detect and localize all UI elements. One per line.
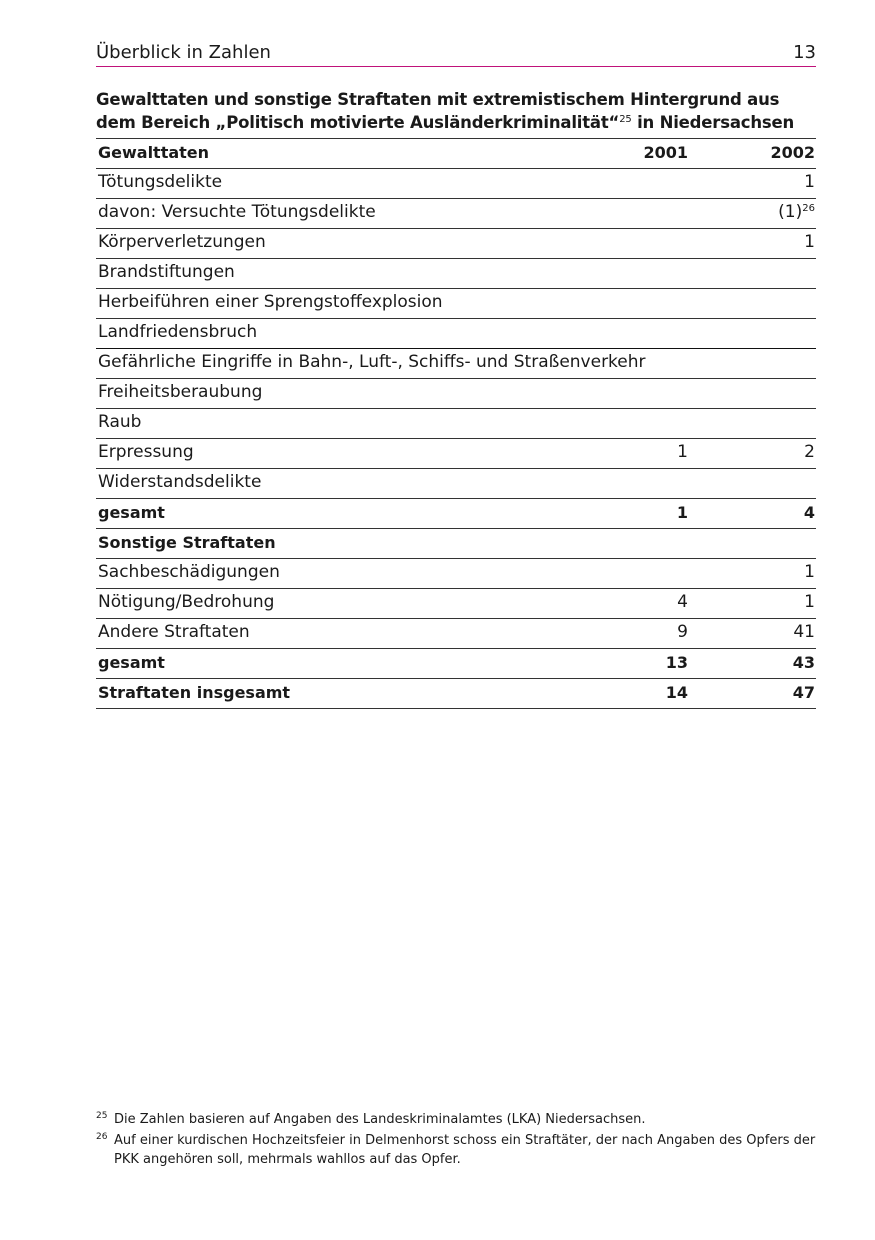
table-row bbox=[96, 379, 816, 409]
table-row bbox=[96, 199, 816, 229]
page-header bbox=[96, 42, 816, 67]
subtotal-row bbox=[96, 499, 816, 529]
table-row bbox=[96, 439, 816, 469]
row-label: gesamt bbox=[98, 503, 165, 522]
value-2002 bbox=[778, 202, 815, 222]
table-header-row bbox=[96, 138, 816, 169]
table-title-suffix: in Niedersachsen bbox=[631, 113, 795, 132]
row-label: Nötigung/Bedrohung bbox=[98, 592, 275, 612]
row-label: Erpressung bbox=[98, 442, 194, 462]
row-label: Körperverletzungen bbox=[98, 232, 266, 252]
statistics-table bbox=[96, 138, 816, 709]
value-2001: 9 bbox=[677, 622, 688, 642]
value-2001: 1 bbox=[677, 442, 688, 462]
table-row bbox=[96, 229, 816, 259]
table-row bbox=[96, 289, 816, 319]
row-label: Brandstiftungen bbox=[98, 262, 235, 282]
page-number: 13 bbox=[793, 42, 816, 63]
row-label: Widerstandsdelikte bbox=[98, 472, 262, 492]
value-2002: 1 bbox=[804, 232, 815, 252]
section-header-row bbox=[96, 529, 816, 559]
value-2002: 4 bbox=[803, 503, 815, 522]
value-2001: 14 bbox=[665, 683, 688, 702]
table-row bbox=[96, 169, 816, 199]
subtotal-row bbox=[96, 649, 816, 679]
table-row bbox=[96, 559, 816, 589]
row-label: Sachbeschädigungen bbox=[98, 562, 280, 582]
table-row bbox=[96, 589, 816, 619]
value-2002: 1 bbox=[804, 172, 815, 192]
footnote-text: Auf einer kurdischen Hochzeitsfeier in Delmenhorst schoss ein Straftäter, der nach Angaben des Opfers der PKK angehören soll, mehrmals wahllos auf das Opfer. bbox=[114, 1133, 816, 1167]
row-label: Raub bbox=[98, 412, 142, 432]
table-title-text: Gewalttaten und sonstige Straftaten mit extremistischem Hintergrund aus dem Bereich „Politisch motivierte Ausländerkriminalität“ bbox=[96, 90, 780, 132]
column-header-2002: 2002 bbox=[770, 143, 815, 162]
footnote-ref-25: 25 bbox=[619, 114, 632, 125]
row-label: davon: Versuchte Tötungsdelikte bbox=[98, 202, 376, 222]
row-label: Gefährliche Eingriffe in Bahn-, Luft-, Schiffs- und Straßenverkehr bbox=[98, 352, 646, 372]
table-title bbox=[96, 88, 816, 134]
grand-total-row bbox=[96, 679, 816, 709]
row-label: Freiheitsberaubung bbox=[98, 382, 263, 402]
table-row bbox=[96, 409, 816, 439]
column-header-2001: 2001 bbox=[643, 143, 688, 162]
table-row bbox=[96, 349, 816, 379]
table-row bbox=[96, 259, 816, 289]
value-2002: 1 bbox=[804, 592, 815, 612]
running-title: Überblick in Zahlen bbox=[96, 42, 271, 63]
column-header-category: Gewalttaten bbox=[98, 143, 210, 162]
value-2001: 13 bbox=[665, 653, 688, 672]
table-row bbox=[96, 469, 816, 499]
row-label: Straftaten insgesamt bbox=[98, 683, 291, 702]
value-2002: 41 bbox=[793, 622, 815, 642]
footnote bbox=[96, 1110, 816, 1129]
value-2002-text: (1) bbox=[778, 202, 803, 222]
value-2002: 47 bbox=[792, 683, 815, 702]
value-2001: 4 bbox=[677, 592, 688, 612]
footnote bbox=[96, 1131, 816, 1169]
value-2002: 1 bbox=[804, 562, 815, 582]
table-row bbox=[96, 619, 816, 649]
value-2002: 2 bbox=[804, 442, 815, 462]
row-label: Tötungsdelikte bbox=[98, 172, 223, 192]
value-2002: 43 bbox=[792, 653, 815, 672]
row-label: Sonstige Straftaten bbox=[98, 533, 276, 552]
row-label: Landfriedensbruch bbox=[98, 322, 258, 342]
row-label: gesamt bbox=[98, 653, 165, 672]
footnote-number: 26 bbox=[96, 1132, 108, 1142]
value-2001: 1 bbox=[676, 503, 688, 522]
footnote-number: 25 bbox=[96, 1111, 108, 1121]
footnote-ref-26: 26 bbox=[802, 203, 815, 214]
row-label: Herbeiführen einer Sprengstoffexplosion bbox=[98, 292, 443, 312]
footnotes bbox=[96, 1110, 816, 1171]
row-label: Andere Straftaten bbox=[98, 622, 250, 642]
table-row bbox=[96, 319, 816, 349]
footnote-text: Die Zahlen basieren auf Angaben des Landeskriminalamtes (LKA) Niedersachsen. bbox=[114, 1112, 646, 1127]
